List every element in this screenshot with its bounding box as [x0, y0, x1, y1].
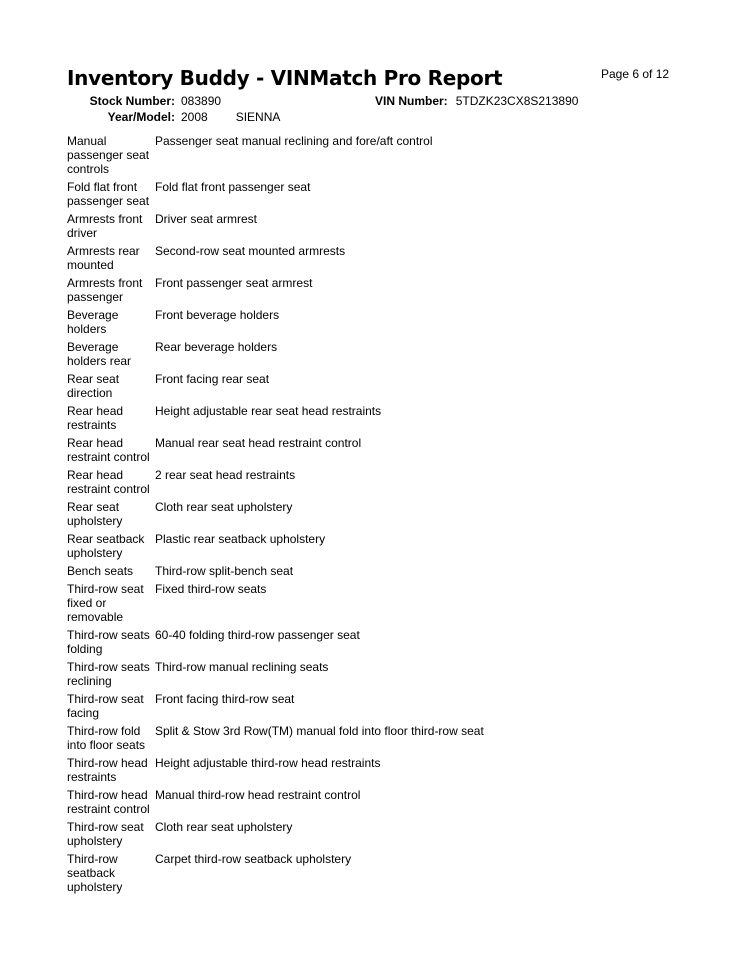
feature-name: Third-row head restraints	[67, 756, 148, 784]
year-model-field	[67, 110, 280, 124]
feature-description: Height adjustable rear seat head restraints	[155, 404, 382, 418]
feature-description: Cloth rear seat upholstery	[155, 500, 293, 514]
feature-row	[67, 756, 667, 784]
vin-number-field	[375, 94, 578, 108]
feature-row	[67, 500, 667, 528]
year-value: 2008	[181, 110, 208, 124]
feature-description: Carpet third-row seatback upholstery	[155, 852, 352, 866]
feature-name: Rear head restraint control	[67, 468, 150, 496]
feature-name: Armrests front driver	[67, 212, 143, 240]
feature-row	[67, 276, 667, 304]
feature-row	[67, 788, 667, 816]
feature-description: Front facing rear seat	[155, 372, 270, 386]
feature-name: Rear seat upholstery	[67, 500, 123, 528]
model-value: SIENNA	[235, 110, 281, 124]
feature-row	[67, 532, 667, 560]
feature-name: Third-row seats reclining	[67, 660, 150, 688]
feature-row	[67, 436, 667, 464]
feature-row	[67, 628, 667, 656]
feature-description: Passenger seat manual reclining and fore/aft control	[155, 134, 433, 148]
feature-row	[67, 852, 667, 894]
page-title: Inventory Buddy - VINMatch Pro Report	[67, 66, 503, 90]
feature-description: Manual third-row head restraint control	[155, 788, 361, 802]
feature-name: Third-row seat facing	[67, 692, 144, 720]
feature-name: Beverage holders	[67, 308, 119, 336]
feature-row	[67, 582, 667, 624]
feature-name: Third-row seatback upholstery	[67, 852, 123, 894]
feature-name: Armrests rear mounted	[67, 244, 140, 272]
feature-name: Third-row head restraint control	[67, 788, 150, 816]
feature-row	[67, 468, 667, 496]
feature-description: 60-40 folding third-row passenger seat	[155, 628, 360, 642]
feature-description: Front passenger seat armrest	[155, 276, 313, 290]
feature-description: Cloth rear seat upholstery	[155, 820, 293, 834]
feature-description: Third-row manual reclining seats	[155, 660, 329, 674]
feature-row	[67, 692, 667, 720]
stock-number-label: Stock Number:	[89, 94, 175, 108]
feature-name: Rear head restraints	[67, 404, 124, 432]
feature-description: Height adjustable third-row head restraints	[155, 756, 381, 770]
feature-list	[67, 134, 667, 898]
stock-number-field	[67, 94, 221, 108]
feature-description: Driver seat armrest	[155, 212, 258, 226]
page-number: Page 6 of 12	[601, 67, 670, 81]
feature-name: Third-row fold into floor seats	[67, 724, 146, 752]
feature-name: Rear seat direction	[67, 372, 120, 400]
feature-row	[67, 372, 667, 400]
feature-name: Rear head restraint control	[67, 436, 150, 464]
feature-name: Third-row seat upholstery	[67, 820, 144, 848]
feature-name: Beverage holders rear	[67, 340, 132, 368]
feature-description: 2 rear seat head restraints	[155, 468, 296, 482]
feature-name: Manual passenger seat controls	[67, 134, 150, 176]
feature-description: Manual rear seat head restraint control	[155, 436, 362, 450]
feature-row	[67, 134, 667, 176]
feature-name: Bench seats	[67, 564, 134, 578]
feature-name: Fold flat front passenger seat	[67, 180, 150, 208]
feature-row	[67, 564, 667, 578]
feature-description: Plastic rear seatback upholstery	[155, 532, 326, 546]
feature-description: Second-row seat mounted armrests	[155, 244, 346, 258]
feature-row	[67, 180, 667, 208]
feature-row	[67, 340, 667, 368]
feature-row	[67, 308, 667, 336]
feature-row	[67, 404, 667, 432]
feature-description: Front facing third-row seat	[155, 692, 295, 706]
feature-description: Rear beverage holders	[155, 340, 278, 354]
year-model-label: Year/Model:	[107, 110, 175, 124]
vin-number-value: 5TDZK23CX8S213890	[455, 94, 579, 108]
feature-row	[67, 212, 667, 240]
feature-row	[67, 244, 667, 272]
feature-description: Fixed third-row seats	[155, 582, 267, 596]
feature-name: Third-row seat fixed or removable	[67, 582, 144, 624]
feature-name: Rear seatback upholstery	[67, 532, 145, 560]
vin-number-label: VIN Number:	[375, 94, 448, 108]
feature-name: Third-row seats folding	[67, 628, 150, 656]
feature-row	[67, 820, 667, 848]
stock-number-value: 083890	[181, 94, 222, 108]
feature-name: Armrests front passenger	[67, 276, 143, 304]
feature-description: Fold flat front passenger seat	[155, 180, 311, 194]
feature-description: Split & Stow 3rd Row(TM) manual fold into floor third-row seat	[155, 724, 484, 738]
feature-row	[67, 660, 667, 688]
feature-description: Front beverage holders	[155, 308, 280, 322]
feature-description: Third-row split-bench seat	[155, 564, 294, 578]
feature-row	[67, 724, 667, 752]
